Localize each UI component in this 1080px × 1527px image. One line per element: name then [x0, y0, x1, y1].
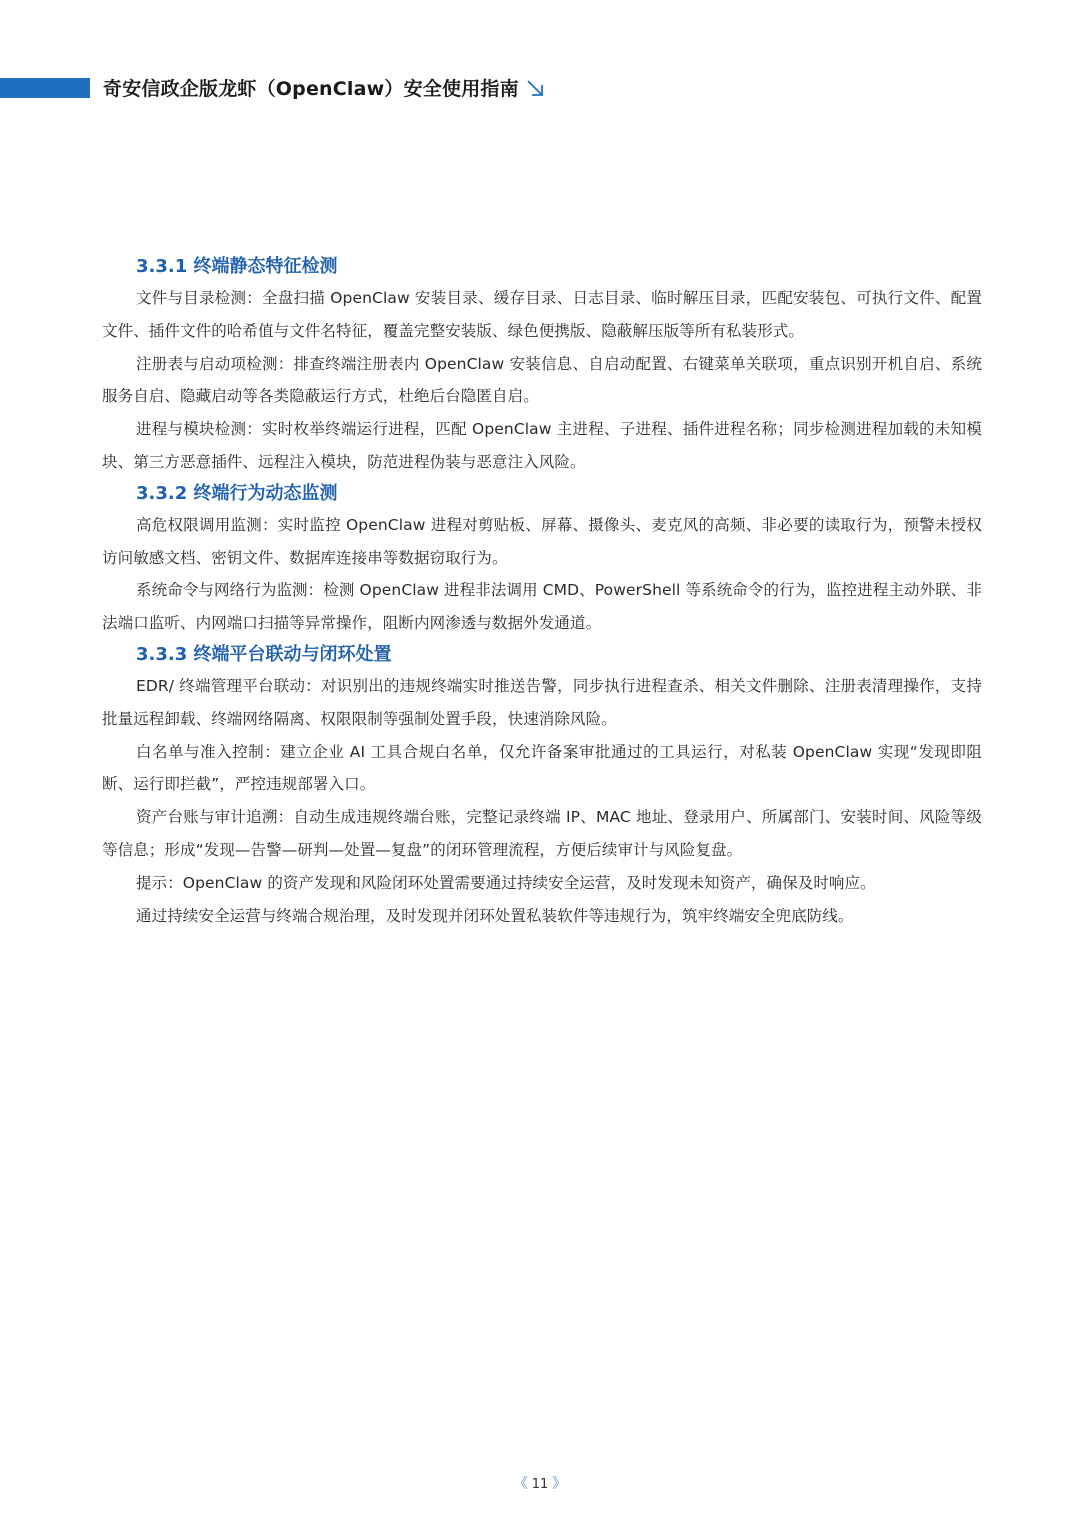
arrow-down-right-icon — [525, 78, 545, 98]
paragraph: 通过持续安全运营与终端合规治理，及时发现并闭环处置私装软件等违规行为，筑牢终端安全兜底防线。 — [136, 906, 854, 925]
paragraph: 资产台账与审计追溯：自动生成违规终端台账，完整记录终端 IP、MAC 地址、登录用户、所属部门、安装时间、风险等级等信息；形成“发现—告警—研判—处置—复盘”的闭环管理流程，方便后续审计与风险复盘。 — [102, 808, 982, 859]
paragraph: 高危权限调用监测：实时监控 OpenClaw 进程对剪贴板、屏幕、摄像头、麦克风的高频、非必要的读取行为，预警未授权访问敏感文档、密钥文件、数据库连接串等数据窃取行为。 — [102, 515, 982, 567]
paragraph: 系统命令与网络行为监测：检测 OpenClaw 进程非法调用 CMD、PowerShell 等系统命令的行为，监控进程主动外联、非法端口监听、内网端口扫描等异常操作，阻断内网渗透与数据外发通道。 — [102, 581, 982, 633]
section-heading-3-3-1: 3.3.1 终端静态特征检测 — [136, 256, 338, 277]
paragraph: EDR/ 终端管理平台联动：对识别出的违规终端实时推送告警，同步执行进程查杀、相关文件删除、注册表清理操作，支持批量远程卸载、终端网络隔离、权限限制等强制处置手段，快速消除风险。 — [102, 676, 982, 728]
paragraph: 注册表与启动项检测：排查终端注册表内 OpenClaw 安装信息、自启动配置、右键菜单关联项，重点识别开机自启、系统服务自启、隐藏启动等各类隐蔽运行方式，杜绝后台隐匿自启。 — [102, 354, 982, 406]
section-heading-3-3-3: 3.3.3 终端平台联动与闭环处置 — [136, 643, 392, 665]
header-accent-bar — [0, 78, 90, 98]
page-number — [0, 1473, 1080, 1493]
paragraph: 进程与模块检测：实时枚举终端运行进程，匹配 OpenClaw 主进程、子进程、插件进程名称；同步检测进程加载的未知模块、第三方恶意插件、远程注入模块，防范进程伪装与恶意注入风险。 — [102, 420, 982, 471]
section-heading-3-3-2: 3.3.2 终端行为动态监测 — [136, 482, 338, 504]
page-number-value: 11 — [531, 1477, 549, 1492]
paragraph: 白名单与准入控制：建立企业 AI 工具合规白名单，仅允许备案审批通过的工具运行，对私装 OpenClaw 实现“发现即阻断、运行即拦截”，严控违规部署入口。 — [102, 742, 982, 794]
page-bracket-left: 《 — [513, 1476, 528, 1492]
page-bracket-right: 》 — [552, 1476, 567, 1492]
document-title: 奇安信政企版龙虾（OpenClaw）安全使用指南 — [103, 78, 519, 100]
paragraph: 文件与目录检测：全盘扫描 OpenClaw 安装目录、缓存目录、日志目录、临时解压目录，匹配安装包、可执行文件、配置文件、插件文件的哈希值与文件名特征，覆盖完整安装版、绿色便携版、隐蔽解压版等所有私装形式。 — [102, 289, 982, 340]
document-header — [103, 74, 545, 101]
tip-paragraph: 提示：OpenClaw 的资产发现和风险闭环处置需要通过持续安全运营，及时发现未知资产，确保及时响应。 — [136, 873, 876, 892]
main-content — [102, 252, 982, 932]
